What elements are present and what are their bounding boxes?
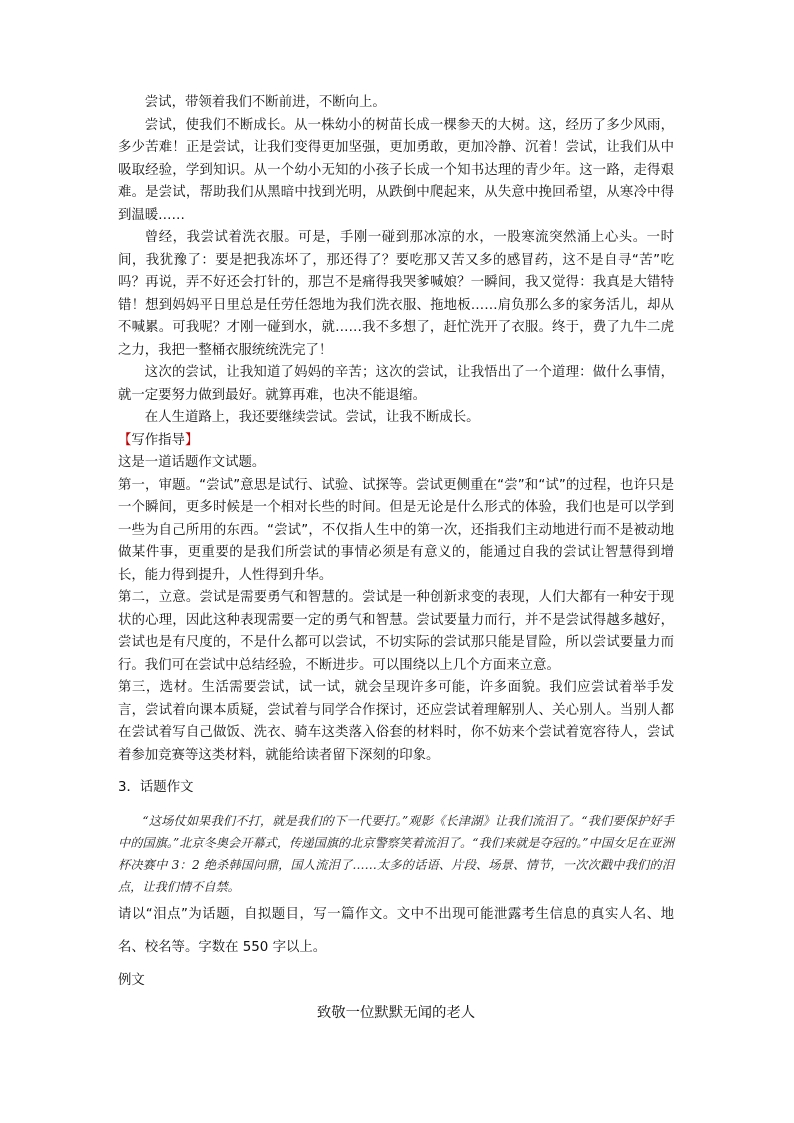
guide-heading-open: 【	[118, 432, 132, 448]
guide-heading	[118, 430, 674, 453]
example-title: 致敬一位默默无闻的老人	[316, 1004, 476, 1021]
guide-heading-text: 写作指导	[131, 432, 185, 448]
guide-paragraph-1: 这是一道话题作文试题。	[118, 455, 266, 470]
section3-instruction: 请以“泪点”为话题，自拟题目，写一篇作文。文中不出现可能泄露考生信息的真实人名、地名、校名等。字数在 550 字以上。	[118, 906, 674, 955]
guide-paragraph-2: 第一，审题。“尝试”意思是试行、试验、试探等。尝试更侧重在“尝”和“试”的过程，也许只是一个瞬间，更多时候是一个相对长些的时间。但是无论是什么形式的体验，我们也是可以学到一些为自己所用的东西。“尝试”，不仅指人生中的第一次，还指我们主动地进行而不是被动地做某件事，更重要的是我们所尝试的事情必须是有意义的，能通过自我的尝试让智慧得到增长，能力得到提升，人性得到升华。	[118, 477, 674, 583]
essay-paragraph-4: 这次的尝试，让我知道了妈妈的辛苦；这次的尝试，让我悟出了一个道理：做什么事情，就一定要努力做到最好。就算再难，也决不能退缩。	[118, 365, 674, 403]
guide-paragraph-3: 第二，立意。尝试是需要勇气和智慧的。尝试是一种创新求变的表现，人们大都有一种安于现状的心理，因此这种表现需要一定的勇气和智慧。尝试要量力而行，并不是尝试得越多越好，尝试也是有尺度的，不是什么都可以尝试，不切实际的尝试那只能是冒险，所以尝试要量力而行。我们可在尝试中总结经验，不断进步。可以围绕以上几个方面来立意。	[118, 590, 674, 673]
section3-quote: “这场仗如果我们不打，就是我们的下一代要打。”观影《长津湖》让我们流泪了。“我们要保护好手中的国旗。”北京冬奥会开幕式，传递国旗的北京警察笑着流泪了。“我们来就是夺冠的。”中国女足在亚洲杯决赛中 3：2 绝杀韩国问鼎，国人流泪了……太多的话语、片段、场景、情节，一次次戳中我们的泪点，让我们情不自禁。	[118, 813, 674, 894]
essay-paragraph-1: 尝试，带领着我们不断前进，不断向上。	[144, 95, 386, 110]
guide-heading-close: 】	[184, 432, 199, 448]
document-page	[118, 92, 674, 1025]
essay-paragraph-3: 曾经，我尝试着洗衣服。可是，手刚一碰到那冰凉的水，一股寒流突然涌上心头。一时间，我犹豫了：要是把我冻坏了，那还得了？要吃那又苦又多的感冒药，这不是自寻“苦”吃吗？再说，弄不好还会打针的，那岂不是痛得我哭爹喊娘？一瞬间，我又觉得：我真是大错特错！想到妈妈平日里总是任劳任怨地为我们洗衣服、拖地板……肩负那么多的家务活儿，却从不喊累。可我呢？才刚一碰到水，就……我不多想了，赶忙洗开了衣服。终于，费了九牛二虎之力，我把一整桶衣服统统洗完了！	[118, 230, 674, 358]
essay-paragraph-5: 在人生道路上，我还要继续尝试。尝试，让我不断成长。	[144, 410, 480, 425]
example-label: 例文	[118, 972, 145, 988]
guide-paragraph-4: 第三，选材。生活需要尝试，试一试，就会呈现许多可能，许多面貌。我们应尝试着举手发言，尝试着向课本质疑，尝试着与同学合作探讨，还应尝试着理解别人、关心别人。当别人都在尝试着写自己做饭、洗衣、骑车这类落入俗套的材料时，你不妨来个尝试着宽容待人，尝试着参加竞赛等这类材料，就能给读者留下深刻的印象。	[118, 680, 674, 763]
essay-paragraph-2: 尝试，使我们不断成长。从一株幼小的树苗长成一棵参天的大树。这，经历了多少风雨，多少苦难！正是尝试，让我们变得更加坚强，更加勇敢，更加冷静、沉着！尝试，让我们从中吸取经验，学到知识。从一个幼小无知的小孩子长成一个知书达理的青少年。这一路，走得艰难。是尝试，帮助我们从黑暗中找到光明，从跌倒中爬起来，从失意中挽回希望，从寒冷中得到温暖……	[118, 117, 674, 223]
section3-heading: 3．话题作文	[118, 780, 194, 795]
